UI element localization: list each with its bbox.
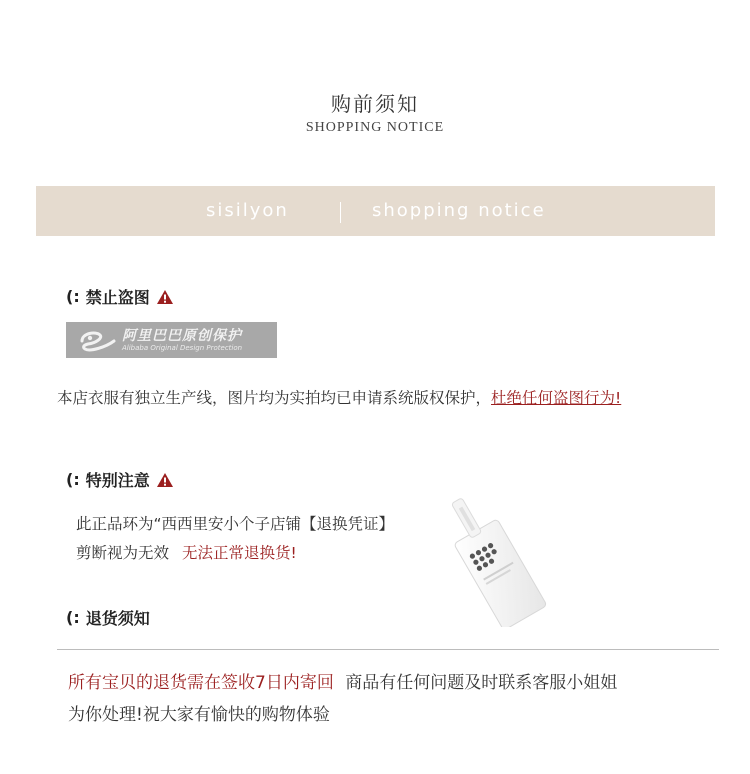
section-heading-special: [66, 468, 174, 491]
copyright-highlight: 杜绝任何盗图行为!: [491, 389, 622, 407]
warning-icon: [156, 472, 174, 488]
banner-notice: shopping notice: [372, 200, 546, 221]
page-title: 购前须知: [331, 92, 419, 116]
copyright-notice: [57, 386, 621, 408]
banner-divider: [340, 202, 341, 223]
banner-brand: sisilyon: [206, 200, 289, 221]
section-heading-no-theft: [66, 285, 174, 308]
special-notice-highlight: 无法正常退换货!: [181, 544, 297, 562]
heading-title: 禁止盗图: [85, 288, 150, 307]
returns-highlight: 所有宝贝的退货需在签收7日内寄回: [68, 673, 334, 693]
copyright-text: 本店衣服有独立生产线，图片均为实拍均已申请系统版权保护，: [57, 389, 492, 407]
returns-text: 商品有任何问题及时联系客服小姐姐: [345, 673, 618, 693]
divider: [57, 649, 719, 650]
heading-title: 特别注意: [85, 471, 150, 490]
special-notice-line2: [76, 541, 297, 563]
alibaba-logo-icon: [76, 327, 118, 353]
heading-prefix: (:: [66, 287, 80, 306]
logo-text-cn: 阿里巴巴原创保护: [122, 328, 242, 344]
section-heading-returns: [66, 606, 150, 629]
heading-prefix: (:: [66, 470, 80, 489]
special-notice-line1: 此正品环为“西西里安小个子店铺【退换凭证】: [76, 515, 395, 533]
brand-banner: [36, 186, 715, 236]
special-notice-text: 剪断视为无效: [76, 544, 170, 562]
logo-text-en: Alibaba Original Design Protection: [122, 344, 243, 352]
alibaba-protection-logo: [66, 322, 277, 358]
warning-icon: [156, 289, 174, 305]
returns-notice-line1: [68, 668, 617, 693]
heading-title: 退货须知: [85, 609, 150, 628]
returns-notice-line2: 为你处理!祝大家有愉快的购物体验: [68, 705, 330, 725]
heading-prefix: (:: [66, 608, 80, 627]
page-subtitle: SHOPPING NOTICE: [305, 120, 445, 135]
security-tag-image: [428, 495, 564, 627]
